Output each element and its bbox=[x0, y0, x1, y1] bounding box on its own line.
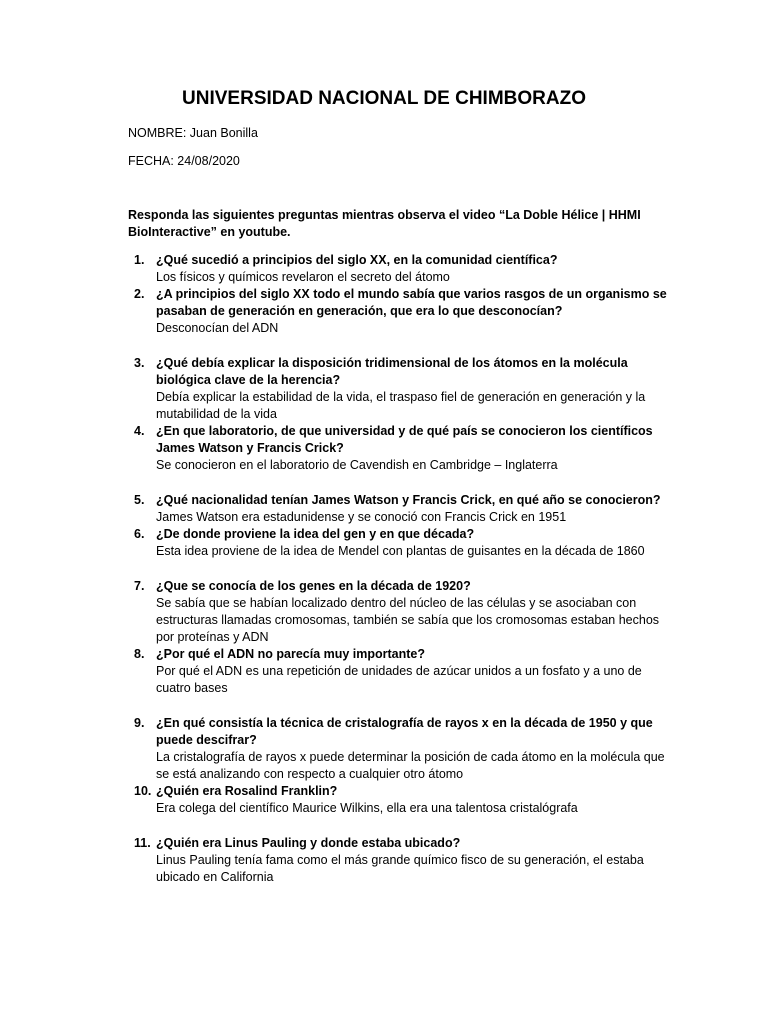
question-number: 4. bbox=[134, 424, 145, 438]
question-text: ¿A principios del siglo XX todo el mundo sabía que varios rasgos de un organismo se pasaban de generación en generación, que era lo que desconocían? bbox=[156, 287, 667, 318]
question-item bbox=[128, 286, 668, 337]
question-text: ¿Quién era Linus Pauling y donde estaba ubicado? bbox=[156, 836, 461, 850]
question-text: ¿En que laboratorio, de que universidad y de qué país se conocieron los científicos James Watson y Francis Crick? bbox=[156, 424, 653, 455]
answer-text: Esta idea proviene de la idea de Mendel con plantas de guisantes en la década de 1860 bbox=[156, 544, 645, 558]
date-line: FECHA: 24/08/2020 bbox=[128, 154, 240, 168]
answer-text: Los físicos y químicos revelaron el secreto del átomo bbox=[156, 270, 450, 284]
question-item bbox=[128, 715, 668, 783]
answer-text: James Watson era estadunidense y se conoció con Francis Crick en 1951 bbox=[156, 510, 567, 524]
question-text: ¿Por qué el ADN no parecía muy importante? bbox=[156, 647, 426, 661]
answer-text: La cristalografía de rayos x puede determinar la posición de cada átomo en la molécula que se está analizando con respecto a cualquier otro átomo bbox=[156, 750, 665, 781]
question-text: ¿Que se conocía de los genes en la década de 1920? bbox=[156, 579, 471, 593]
question-item bbox=[128, 492, 668, 526]
answer-text: Se sabía que se habían localizado dentro del núcleo de las células y se asociaban con estructuras llamadas cromosomas, también se sabía que los cromosomas estaban hechos por proteínas y ADN bbox=[156, 596, 660, 644]
document-title: UNIVERSIDAD NACIONAL DE CHIMBORAZO bbox=[182, 88, 586, 109]
question-text: ¿Qué nacionalidad tenían James Watson y Francis Crick, en qué año se conocieron? bbox=[156, 493, 661, 507]
question-item bbox=[128, 578, 668, 646]
question-item bbox=[128, 526, 668, 560]
spacer bbox=[128, 337, 668, 355]
question-list bbox=[128, 252, 668, 886]
answer-text: Por qué el ADN es una repetición de unidades de azúcar unidos a un fosfato y a uno de cuatro bases bbox=[156, 664, 642, 695]
question-number: 1. bbox=[134, 253, 145, 267]
question-item bbox=[128, 252, 668, 286]
question-text: ¿Quién era Rosalind Franklin? bbox=[156, 784, 338, 798]
instructions: Responda las siguientes preguntas mientras observa el video “La Doble Hélice | HHMI BioInteractive” en youtube. bbox=[128, 208, 641, 239]
question-text: ¿Qué debía explicar la disposición tridimensional de los átomos en la molécula biológica clave de la herencia? bbox=[156, 356, 628, 387]
question-number: 5. bbox=[134, 493, 145, 507]
question-item bbox=[128, 646, 668, 697]
question-text: ¿Qué sucedió a principios del siglo XX, en la comunidad científica? bbox=[156, 253, 558, 267]
answer-text: Desconocían del ADN bbox=[156, 321, 279, 335]
question-number: 11. bbox=[134, 836, 151, 850]
question-number: 3. bbox=[134, 356, 145, 370]
question-item bbox=[128, 423, 668, 474]
spacer bbox=[128, 560, 668, 578]
student-name: NOMBRE: Juan Bonilla bbox=[128, 126, 258, 140]
question-number: 6. bbox=[134, 527, 145, 541]
question-number: 8. bbox=[134, 647, 145, 661]
question-number: 2. bbox=[134, 287, 145, 301]
question-item bbox=[128, 783, 668, 817]
question-text: ¿De donde proviene la idea del gen y en que década? bbox=[156, 527, 475, 541]
spacer bbox=[128, 697, 668, 715]
question-number: 10. bbox=[134, 784, 152, 798]
spacer bbox=[128, 474, 668, 492]
answer-text: Linus Pauling tenía fama como el más grande químico fisco de su generación, el estaba ubicado en California bbox=[156, 853, 644, 884]
answer-text: Debía explicar la estabilidad de la vida, el traspaso fiel de generación en generación y la mutabilidad de la vida bbox=[156, 390, 646, 421]
spacer bbox=[128, 817, 668, 835]
answer-text: Era colega del científico Maurice Wilkins, ella era una talentosa cristalógrafa bbox=[156, 801, 578, 815]
question-number: 9. bbox=[134, 716, 145, 730]
question-number: 7. bbox=[134, 579, 145, 593]
question-item bbox=[128, 835, 668, 886]
answer-text: Se conocieron en el laboratorio de Cavendish en Cambridge – Inglaterra bbox=[156, 458, 558, 472]
question-item bbox=[128, 355, 668, 423]
question-text: ¿En qué consistía la técnica de cristalografía de rayos x en la década de 1950 y que puede descifrar? bbox=[156, 716, 653, 747]
